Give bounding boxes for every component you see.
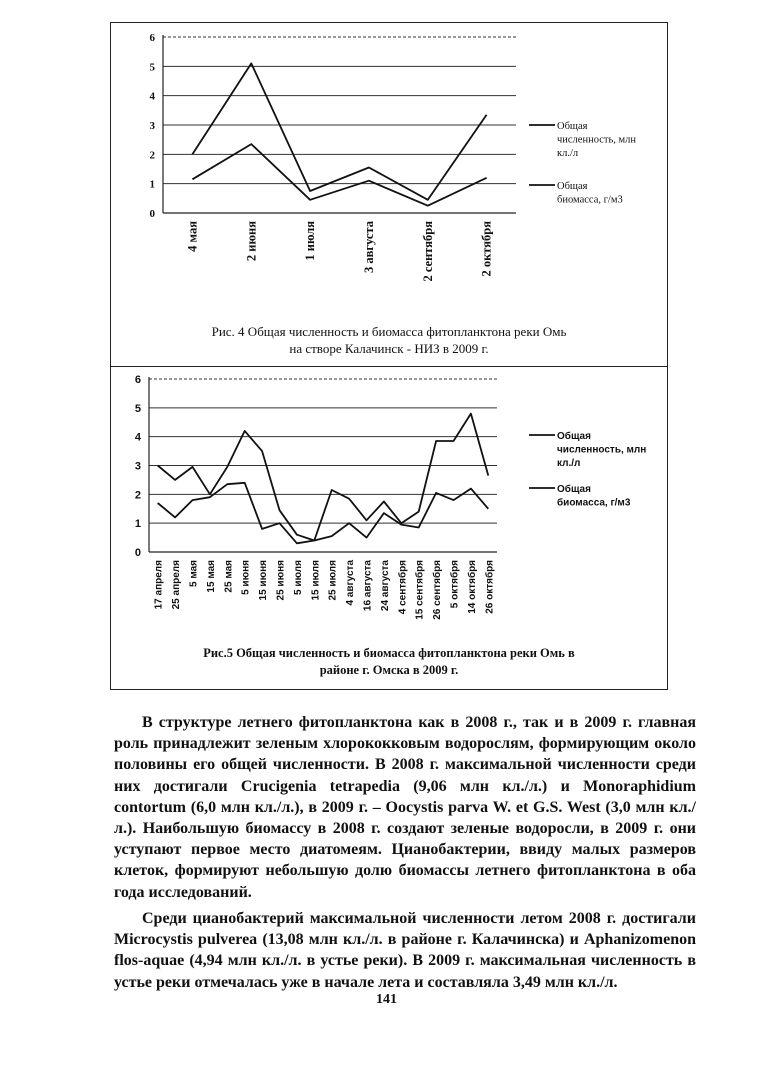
x-tick-label: 2 сентября (420, 221, 435, 282)
paragraph-1-text: В структуре летнего фитопланктона как в 2008 г., так и в 2009 г. главная роль принадлежит зеленым хлорококковым водорослям, формирующим около половины его общей численности. В 2008 г. максимальной численности среди них достигали Crucigenia tetrapedia (9,06 млн кл./л.) и Monoraphidium contortum (6,0 млн кл./л.), в 2009 г. – Oocystis parva W. et G.S. West (3,0 млн кл./л.). Наибольшую биомассу в 2008 г. создают зеленые водоросли, в 2009 г. они уступают первое место диатомеям. Цианобактерии, ввиду малых размеров клеток, формируют небольшую долю биомассы летнего фитопланктона в оба года исследований. (114, 714, 696, 901)
legend-label-1: Общая (557, 431, 591, 442)
chart-figure-4 (111, 23, 667, 323)
y-tick-label: 5 (134, 402, 141, 415)
y-tick-label: 3 (134, 460, 141, 473)
y-tick-label: 6 (149, 32, 155, 44)
y-tick-label: 3 (149, 120, 155, 132)
figure-4-caption-line-2: на створе Калачинск - НИЗ в 2009 г. (289, 341, 489, 356)
figure-4-caption-line-1: Рис. 4 Общая численность и биомасса фитопланктона реки Омь (211, 324, 567, 339)
x-tick-label: 5 июня (240, 560, 252, 595)
figure-5-caption (111, 645, 667, 679)
figure-5 (110, 366, 668, 690)
x-tick-label: 1 июля (303, 221, 318, 261)
y-tick-label: 0 (134, 547, 141, 559)
legend-label-1: численность, млн (557, 444, 647, 456)
figure-4-caption (111, 323, 667, 357)
y-tick-label: 0 (149, 208, 155, 220)
paragraph-2 (114, 908, 696, 993)
x-tick-label: 15 июня (258, 560, 270, 601)
x-tick-label: 17 апреля (153, 560, 165, 610)
y-tick-label: 2 (134, 489, 141, 502)
legend-label-2: Общая (557, 484, 591, 495)
series-line-1 (158, 414, 489, 541)
legend-label-1: численность, млн (557, 134, 637, 146)
page-number: 141 (376, 992, 397, 1007)
paragraph-1 (114, 712, 696, 903)
legend-label-1: кл./л (557, 458, 581, 469)
x-tick-label: 4 сентября (397, 560, 409, 615)
y-tick-label: 4 (149, 90, 155, 103)
x-tick-label: 4 августа (345, 560, 357, 606)
y-tick-label: 5 (149, 61, 155, 74)
x-tick-label: 15 сентября (414, 560, 426, 620)
x-tick-label: 25 апреля (171, 560, 183, 610)
x-tick-label: 5 октября (449, 560, 461, 609)
y-tick-label: 6 (134, 374, 141, 386)
legend-label-1: Общая (557, 121, 588, 132)
series-line-1 (192, 63, 486, 199)
x-tick-label: 3 августа (361, 221, 376, 274)
figure-5-caption-line-1: Рис.5 Общая численность и биомасса фитопланктона реки Омь в (203, 646, 575, 660)
y-tick-label: 1 (149, 178, 155, 191)
x-tick-label: 5 июля (292, 560, 304, 595)
y-tick-label: 2 (149, 149, 155, 162)
x-tick-label: 26 сентября (432, 560, 444, 620)
x-tick-label: 25 мая (223, 560, 235, 593)
y-tick-label: 1 (134, 518, 141, 531)
figure-4 (110, 22, 668, 368)
x-tick-label: 25 июля (327, 560, 339, 601)
x-tick-label: 26 октября (484, 560, 496, 614)
legend-label-2: биомасса, г/м3 (557, 497, 631, 509)
x-tick-label: 2 июня (244, 221, 259, 262)
x-tick-label: 2 октября (479, 221, 494, 277)
x-tick-label: 4 мая (185, 221, 200, 252)
chart-figure-5 (111, 367, 667, 647)
legend-label-2: биомасса, г/м3 (557, 194, 623, 206)
legend-label-2: Общая (557, 181, 588, 192)
x-tick-label: 15 июля (310, 560, 322, 601)
x-tick-label: 14 октября (466, 560, 478, 614)
x-tick-label: 24 августа (379, 560, 391, 612)
x-tick-label: 16 августа (362, 560, 374, 612)
y-tick-label: 4 (134, 431, 141, 444)
paragraph-2-text: Среди цианобактерий максимальной численности летом 2008 г. достигали Microcystis pulverea (13,08 млн кл./л. в районе г. Калачинска) и Aphanizomenon flos-aquae (4,94 млн кл./л. в устье реки). В 2009 г. максимальная численность в устье реки отмечалась уже в начале лета и составляла 3,49 млн кл./л. (114, 910, 696, 991)
series-line-2 (192, 144, 486, 206)
x-tick-label: 25 июня (275, 560, 287, 601)
figure-5-caption-line-2: районе г. Омска в 2009 г. (319, 663, 459, 677)
legend-label-1: кл./л (557, 148, 579, 159)
x-tick-label: 15 мая (205, 560, 217, 593)
x-tick-label: 5 мая (188, 560, 200, 588)
